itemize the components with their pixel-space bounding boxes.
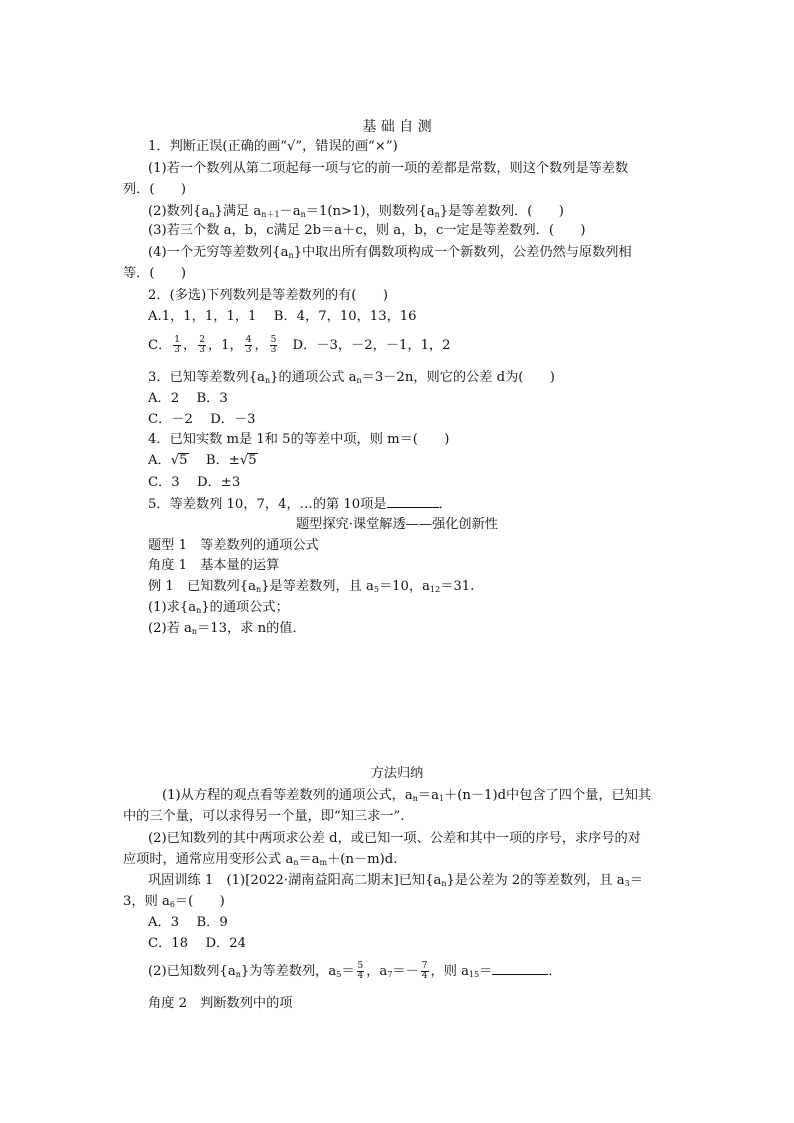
sqrt-radicand: 5	[179, 453, 188, 468]
fraction	[357, 962, 365, 981]
example-1: 例 1 已知数列$\{a_n\}$是等差数列，且 $a_5=10$，$a_{12}=31$.	[148, 579, 475, 594]
subscript: 1	[438, 794, 445, 803]
question-3-options-ab: A．2 B．3	[148, 391, 228, 406]
subscript: n	[191, 627, 198, 636]
training-1-part-2: (2)已知数列$\{a_n\}$为等差数列，$a_5=$ $\frac{5}{4}$ ，$a_7=-$ $\frac{7}{4}$ ，则 $a_{15}=$ ．	[148, 961, 562, 981]
question-3: 3．已知等差数列$\{a_n\}$的通项公式 $a_n=3-2n$，则它的公差 d为( )	[148, 370, 555, 385]
fraction-part: 5	[357, 961, 364, 971]
training-1-options-ab: A．3 B．9	[148, 915, 228, 930]
question-1-item-3: (3)若三个数 a，b，c满足 2b＝a＋c，则 a，b，c一定是等差数列．( )	[148, 223, 586, 238]
question-5: 5．等差数列 10，7，4，…的第 10项是 ．	[148, 497, 452, 512]
section-title-basic-self-test: 基 础 自 测	[362, 119, 432, 135]
fraction	[173, 336, 181, 355]
fraction-part: 1	[174, 335, 181, 345]
fraction	[270, 336, 278, 355]
subscript: 6	[169, 900, 175, 909]
subscript: 3	[624, 879, 630, 888]
question-4-options-cd: C．3 D．±3	[148, 475, 241, 490]
subscript: n	[235, 970, 241, 979]
training-1-options-cd: C．18 D．24	[148, 936, 246, 951]
subscript: 5	[336, 970, 342, 979]
example-1-part-1: (1)求$\{a_n\}$的通项公式；	[148, 600, 289, 615]
subscript: n	[356, 376, 362, 385]
fraction-part: 7	[421, 961, 428, 971]
type-1-heading: 题型 1 等差数列的通项公式	[148, 538, 319, 553]
question-2-options-cd: C． $\frac{1}{3}$ ， $\frac{2}{3}$ ，1， $\frac{4}{3}$ ， $\frac{5}{3}$ D．－3，－2，－1，1，2	[148, 335, 451, 355]
angle-1-heading: 角度 1 基本量的运算	[148, 558, 280, 573]
subscript: n	[293, 858, 299, 867]
question-4-options-ab: A．√5 B．±√5	[148, 453, 257, 468]
subscript: n	[196, 606, 202, 615]
method-summary-title: 方法归纳	[370, 766, 424, 781]
question-3-options-cd: C．－2 D．－3	[148, 412, 256, 427]
fraction-part: 4	[421, 971, 428, 981]
question-1-item-1-line-2: 列．( )	[123, 182, 187, 197]
sqrt-radicand: 5	[248, 453, 257, 468]
question-2-heading: 2．(多选)下列数列是等差数列的有( )	[148, 288, 388, 303]
subscript: 7	[387, 970, 393, 979]
example-1-part-2: (2)若 $a_n=13$，求 n的值．	[148, 621, 306, 636]
subscript: n	[255, 585, 262, 594]
question-1-item-4-line-2: 等．( )	[123, 266, 187, 281]
subscript: n	[441, 879, 447, 888]
training-1-line-2: 3，则 $a_6=$( )	[123, 894, 225, 909]
subscript: n＋1	[261, 210, 280, 219]
subscript: n	[209, 210, 215, 219]
subscript: n	[434, 210, 440, 219]
question-1-item-2: (2)数列$\{a_n\}$满足 $a_{n+1}-a_n=1(n>1)$，则数列$\{a_n\}$是等差数列．( )	[148, 204, 564, 219]
subscript: n	[288, 251, 294, 260]
question-2-options-ab: A.1，1，1，1，1 B．4，7，10，13，16	[148, 309, 417, 324]
answer-blank	[387, 495, 439, 508]
answer-blank	[492, 962, 548, 975]
fraction	[421, 962, 429, 981]
question-1-item-4-line-1: (4)一个无穷等差数列$\{a_n\}$中取出所有偶数项构成一个新数列，公差仍然与原数列相	[148, 245, 632, 260]
question-4: 4．已知实数 m是 1和 5的等差中项，则 m＝( )	[148, 432, 450, 447]
fraction-part: 3	[174, 345, 181, 355]
method-1-line-2: 中的三个量，可以求得另一个量，即“知三求一”.	[123, 809, 405, 824]
question-1-item-1-line-1: (1)若一个数列从第二项起每一项与它的前一项的差都是常数，则这个数列是等差数	[148, 161, 629, 176]
fraction-part: 3	[270, 345, 277, 355]
fraction-part: 3	[245, 345, 252, 355]
method-2-line-1: (2)已知数列的其中两项求公差 d，或已知一项、公差和其中一项的序号，求序号的对	[148, 831, 641, 846]
fraction-part: 4	[245, 335, 252, 345]
fraction-part: 5	[270, 335, 277, 345]
question-1-heading: 1．判断正误(正确的画“√”，错误的画“×”)	[148, 139, 398, 154]
subscript: n	[300, 210, 306, 219]
angle-2-heading: 角度 2 判断数列中的项	[148, 996, 293, 1011]
section-title-exploration: 题型探究·课堂解透——强化创新性	[295, 517, 498, 532]
training-1-line-1: 巩固训练 1 (1)[2022·湖南益阳高二期末]已知$\{a_n\}$是公差为 2的等差数列，且 $a_3=$	[148, 873, 643, 888]
method-2-line-2: 应项时，通常应用变形公式 $a_n=a_m+(n-m)d$.	[123, 852, 398, 867]
subscript: n	[264, 376, 271, 385]
fraction	[198, 336, 206, 355]
subscript: 15	[468, 970, 480, 979]
subscript: m	[319, 858, 328, 867]
method-1-line-1: (1)从方程的观点看等差数列的通项公式，$a_n=a_1+(n-1)d$中包含了四个量，已知其	[162, 788, 652, 803]
subscript: n	[412, 794, 418, 803]
subscript: 5	[373, 585, 379, 594]
fraction-part: 3	[199, 345, 205, 355]
subscript: 12	[430, 585, 441, 594]
fraction	[245, 336, 253, 355]
fraction-part: 4	[357, 971, 364, 981]
fraction-part: 2	[199, 335, 205, 345]
